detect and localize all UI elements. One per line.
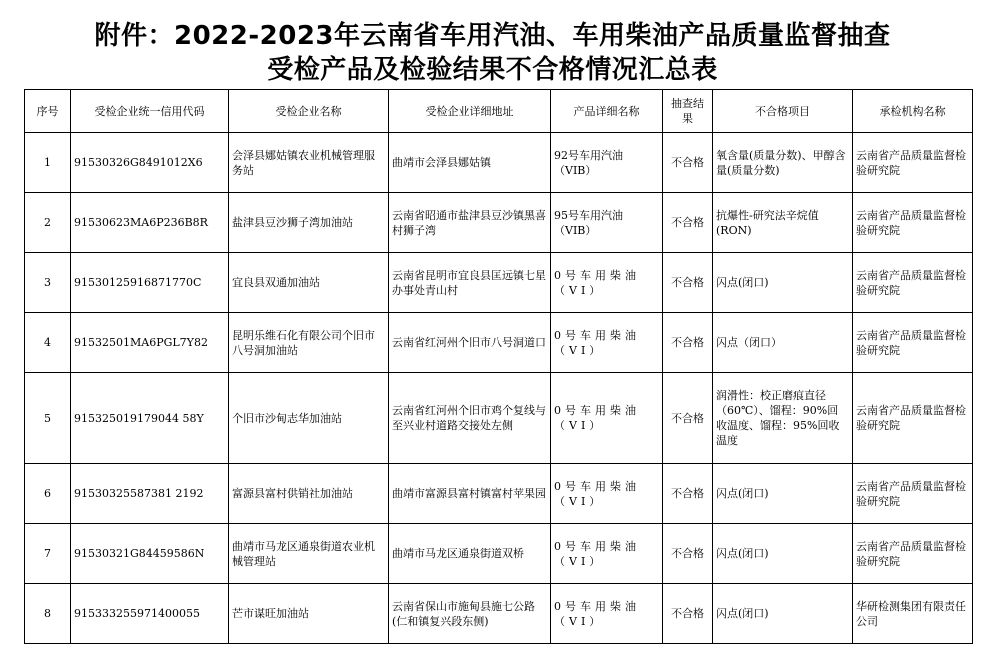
- cell-item: 闪点（闭口）: [713, 313, 853, 373]
- cell-product: 0号车用柴油（VI）: [551, 313, 663, 373]
- cell-code: 915333255971400055: [71, 584, 229, 644]
- cell-no: 5: [25, 373, 71, 464]
- header-no: 序号: [25, 90, 71, 133]
- cell-result: 不合格: [663, 464, 713, 524]
- cell-agency: 云南省产品质量监督检验研究院: [853, 133, 973, 193]
- cell-name: 宜良县双通加油站: [229, 253, 389, 313]
- cell-result: 不合格: [663, 313, 713, 373]
- cell-address: 云南省红河州个旧市鸡个复线与至兴业村道路交接处左侧: [389, 373, 551, 464]
- cell-item: 抗爆性-研究法辛烷值(RON): [713, 193, 853, 253]
- cell-code: 91530326G8491012X6: [71, 133, 229, 193]
- cell-address: 曲靖市会泽县娜姑镇: [389, 133, 551, 193]
- document-title-line1: 附件：2022-2023年云南省车用汽油、车用柴油产品质量监督抽查: [94, 21, 891, 51]
- cell-name: 盐津县豆沙狮子湾加油站: [229, 193, 389, 253]
- cell-result: 不合格: [663, 193, 713, 253]
- cell-code: 91530325587381 2192: [71, 464, 229, 524]
- header-result: 抽查结果: [663, 90, 713, 133]
- cell-name: 昆明乐维石化有限公司个旧市八号洞加油站: [229, 313, 389, 373]
- cell-code: 91532501MA6PGL7Y82: [71, 313, 229, 373]
- cell-code: 91530321G84459586N: [71, 524, 229, 584]
- cell-agency: 华研检测集团有限责任公司: [853, 584, 973, 644]
- cell-product: 0号车用柴油（VI）: [551, 253, 663, 313]
- cell-address: 曲靖市富源县富村镇富村苹果园: [389, 464, 551, 524]
- cell-code: 91530125916871770C: [71, 253, 229, 313]
- cell-product: 95号车用汽油（VIB）: [551, 193, 663, 253]
- header-name: 受检企业名称: [229, 90, 389, 133]
- table-row: [25, 133, 973, 193]
- table-row: [25, 524, 973, 584]
- cell-name: 会泽县娜姑镇农业机械管理服务站: [229, 133, 389, 193]
- cell-address: 云南省红河州个旧市八号洞道口: [389, 313, 551, 373]
- header-code: 受检企业统一信用代码: [71, 90, 229, 133]
- cell-agency: 云南省产品质量监督检验研究院: [853, 524, 973, 584]
- table-row: [25, 464, 973, 524]
- results-table: [24, 89, 973, 644]
- cell-item: 闪点(闭口): [713, 524, 853, 584]
- cell-name: 个旧市沙甸志华加油站: [229, 373, 389, 464]
- document-title-line2: 受检产品及检验结果不合格情况汇总表: [267, 55, 718, 85]
- cell-item: 闪点(闭口): [713, 584, 853, 644]
- cell-item: 润滑性：校正磨痕直径（60℃）、馏程：90%回收温度、馏程：95%回收温度: [713, 373, 853, 464]
- cell-item: 闪点(闭口): [713, 253, 853, 313]
- cell-no: 7: [25, 524, 71, 584]
- cell-agency: 云南省产品质量监督检验研究院: [853, 373, 973, 464]
- table-header-row: [25, 90, 973, 133]
- cell-product: 92号车用汽油（VIB）: [551, 133, 663, 193]
- cell-result: 不合格: [663, 373, 713, 464]
- table-row: [25, 373, 973, 464]
- cell-result: 不合格: [663, 253, 713, 313]
- cell-address: 云南省保山市施甸县施七公路(仁和镇复兴段东侧): [389, 584, 551, 644]
- table-row: [25, 253, 973, 313]
- cell-item: 氧含量(质量分数)、甲醇含量(质量分数): [713, 133, 853, 193]
- cell-product: 0号车用柴油（VI）: [551, 373, 663, 464]
- cell-product: 0号车用柴油（VI）: [551, 584, 663, 644]
- table-row: [25, 584, 973, 644]
- cell-no: 2: [25, 193, 71, 253]
- cell-no: 1: [25, 133, 71, 193]
- cell-no: 3: [25, 253, 71, 313]
- cell-no: 8: [25, 584, 71, 644]
- header-item: 不合格项目: [713, 90, 853, 133]
- cell-address: 曲靖市马龙区通泉街道双桥: [389, 524, 551, 584]
- cell-agency: 云南省产品质量监督检验研究院: [853, 313, 973, 373]
- header-address: 受检企业详细地址: [389, 90, 551, 133]
- cell-item: 闪点(闭口): [713, 464, 853, 524]
- cell-address: 云南省昆明市宜良县匡远镇七星办事处青山村: [389, 253, 551, 313]
- cell-no: 6: [25, 464, 71, 524]
- cell-product: 0号车用柴油（VI）: [551, 524, 663, 584]
- cell-result: 不合格: [663, 133, 713, 193]
- header-agency: 承检机构名称: [853, 90, 973, 133]
- header-product: 产品详细名称: [551, 90, 663, 133]
- cell-name: 富源县富村供销社加油站: [229, 464, 389, 524]
- cell-agency: 云南省产品质量监督检验研究院: [853, 464, 973, 524]
- cell-no: 4: [25, 313, 71, 373]
- cell-product: 0号车用柴油（VI）: [551, 464, 663, 524]
- cell-result: 不合格: [663, 584, 713, 644]
- cell-code: 91530623MA6P236B8R: [71, 193, 229, 253]
- table-row: [25, 313, 973, 373]
- cell-name: 芒市谋旺加油站: [229, 584, 389, 644]
- cell-agency: 云南省产品质量监督检验研究院: [853, 193, 973, 253]
- cell-agency: 云南省产品质量监督检验研究院: [853, 253, 973, 313]
- cell-address: 云南省昭通市盐津县豆沙镇黑喜村狮子湾: [389, 193, 551, 253]
- cell-result: 不合格: [663, 524, 713, 584]
- cell-name: 曲靖市马龙区通泉街道农业机械管理站: [229, 524, 389, 584]
- cell-code: 915325019179044 58Y: [71, 373, 229, 464]
- table-row: [25, 193, 973, 253]
